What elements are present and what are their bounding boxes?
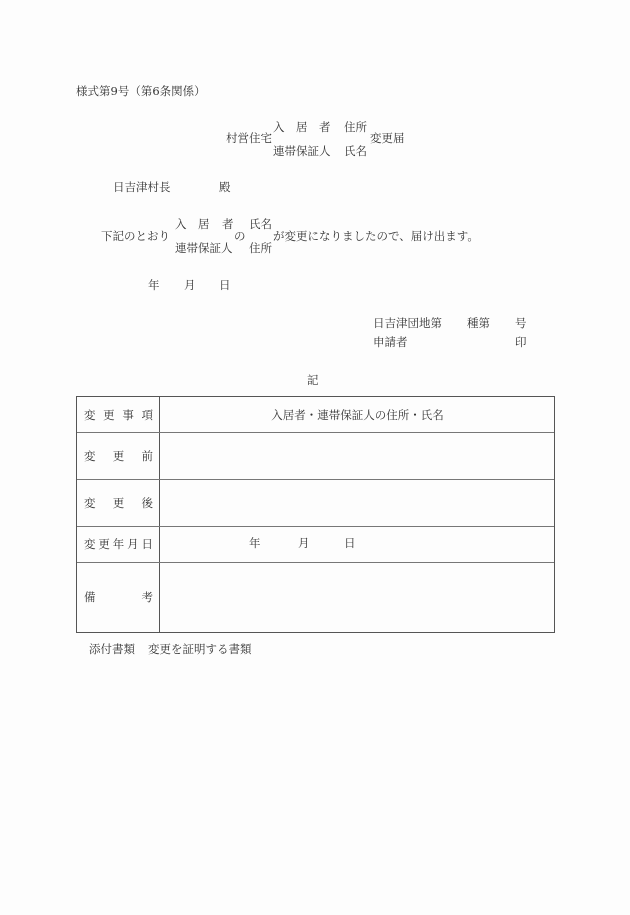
change-table [76, 396, 555, 633]
char: 事 [122, 407, 134, 422]
char: 更 [98, 537, 110, 551]
title-upper-3: 者 [319, 120, 331, 134]
value-change-item[interactable]: 入居者・連帯保証人の住所・氏名 [271, 407, 444, 422]
value-after-change[interactable] [161, 479, 554, 526]
char: 変 [84, 495, 96, 510]
title-upper-4: 住所 [344, 120, 367, 134]
date-year: 年 [148, 278, 160, 292]
date-day: 日 [219, 278, 231, 292]
char: 更 [112, 495, 125, 510]
title-upper-2: 居 [296, 120, 308, 134]
char: 考 [141, 590, 153, 604]
form-number: 様式第9号（第6条関係） [76, 84, 206, 98]
char: 変 [84, 407, 96, 422]
char: 日 [141, 537, 153, 551]
title-prefix: 村営住宅 [226, 131, 272, 145]
body-upper-2: 居 [198, 217, 210, 231]
body-upper-3: 者 [222, 217, 234, 231]
body-upper-1: 入 [175, 217, 187, 231]
char: 項 [141, 407, 153, 422]
char: 年 [112, 537, 125, 551]
danchi-mid: 種第 [467, 316, 490, 330]
danchi-prefix: 日吉津団地第 [373, 316, 442, 330]
seal-mark: 印 [515, 335, 527, 349]
label-remarks [84, 562, 153, 632]
char: 備 [84, 590, 96, 604]
label-after-change [84, 479, 153, 526]
body-suffix: が変更になりましたので、届け出ます。 [273, 229, 479, 243]
char: 後 [141, 495, 153, 510]
body-particle: の [234, 229, 246, 243]
title-lower-2: 氏名 [344, 144, 367, 158]
change-date-month: 月 [298, 536, 310, 551]
value-change-date[interactable] [161, 526, 554, 562]
char: 変 [84, 537, 96, 551]
title-suffix: 変更届 [370, 131, 405, 145]
char: 前 [141, 448, 153, 463]
danchi-suffix: 号 [515, 316, 527, 330]
body-lower-left: 連帯保証人 [175, 241, 233, 255]
title-lower-1: 連帯保証人 [273, 144, 331, 158]
char: 更 [103, 407, 115, 422]
char: 更 [112, 448, 125, 463]
body-lower-right: 住所 [249, 241, 272, 255]
change-date-day: 日 [344, 536, 356, 551]
value-remarks[interactable] [161, 562, 554, 632]
change-date-year: 年 [249, 536, 261, 551]
label-before-change [84, 432, 153, 479]
addressee-honorific: 殿 [219, 180, 231, 194]
applicant-label: 申請者 [373, 335, 408, 349]
body-upper-right: 氏名 [249, 217, 272, 231]
label-change-date [84, 526, 153, 562]
addressee-name: 日吉津村長 [113, 180, 171, 194]
body-prefix: 下記のとおり [101, 229, 170, 243]
value-before-change[interactable] [161, 432, 554, 479]
ki-heading: 記 [307, 373, 319, 387]
title-upper-1: 入 [273, 120, 285, 134]
attachment-value: 変更を証明する書類 [148, 642, 252, 656]
attachment-label: 添付書類 [89, 642, 135, 656]
date-month: 月 [184, 278, 196, 292]
char: 変 [84, 448, 96, 463]
char: 月 [127, 537, 139, 551]
label-change-item [84, 397, 153, 432]
